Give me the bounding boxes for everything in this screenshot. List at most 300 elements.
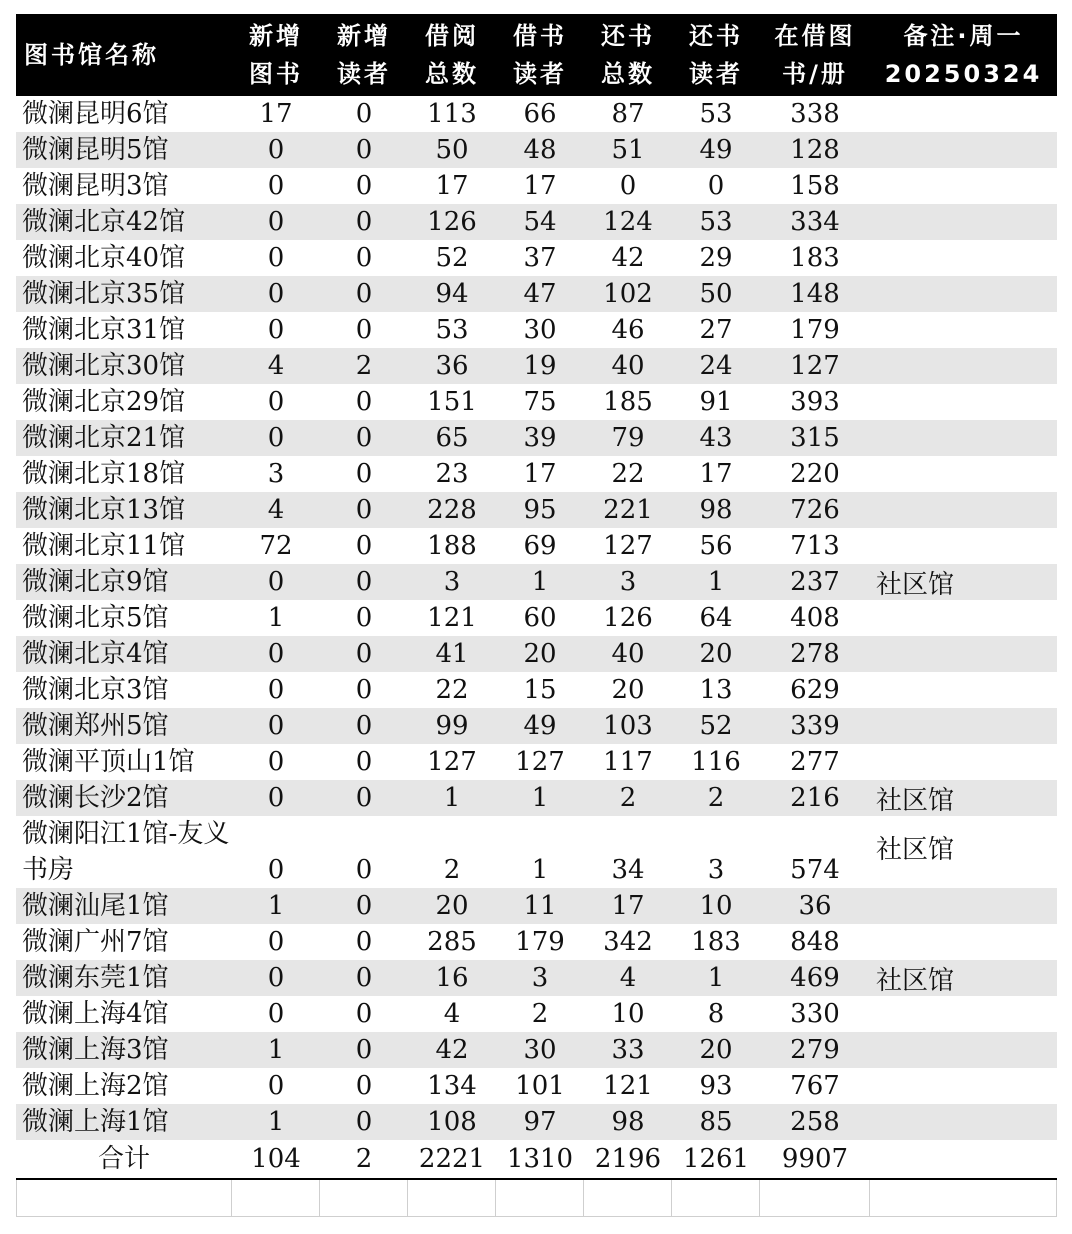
library-name-cell: 微澜上海1馆 [22, 1107, 169, 1137]
value-cell: 79 [611, 423, 645, 453]
table-row [16, 312, 1057, 348]
value-cell: 2 [619, 783, 637, 813]
empty-cell [320, 1180, 408, 1216]
value-cell: 2 [355, 351, 373, 381]
value-cell: 342 [603, 927, 653, 957]
value-cell: 0 [355, 1035, 373, 1065]
value-cell: 3 [443, 567, 461, 597]
library-name-cell: 微澜昆明3馆 [22, 171, 169, 201]
value-cell: 24 [699, 351, 733, 381]
value-cell: 113 [427, 99, 477, 129]
value-cell: 20 [699, 639, 733, 669]
value-cell: 42 [435, 1035, 469, 1065]
value-cell: 3 [619, 567, 637, 597]
header-label: 还书 [689, 22, 743, 50]
table-row [16, 456, 1057, 492]
empty-cell [496, 1180, 584, 1216]
value-cell: 151 [427, 387, 477, 417]
value-cell: 0 [267, 207, 285, 237]
total-cell: 2221 [418, 1144, 486, 1174]
table-row [16, 888, 1057, 924]
empty-cell [760, 1180, 870, 1216]
library-name-cell: 微澜汕尾1馆 [22, 891, 169, 921]
value-cell: 221 [603, 495, 653, 525]
value-cell: 0 [267, 279, 285, 309]
value-cell: 0 [355, 207, 373, 237]
library-name-cell: 微澜阳江1馆-友义书房 [22, 819, 230, 885]
value-cell: 469 [790, 963, 840, 993]
value-cell: 220 [790, 459, 840, 489]
header-label: 借阅 [425, 22, 479, 50]
value-cell: 848 [790, 927, 840, 957]
value-cell: 103 [603, 711, 653, 741]
value-cell: 0 [267, 171, 285, 201]
value-cell: 98 [611, 1107, 645, 1137]
value-cell: 277 [790, 747, 840, 777]
value-cell: 4 [267, 351, 285, 381]
value-cell: 127 [790, 351, 840, 381]
value-cell: 0 [267, 567, 285, 597]
value-cell: 30 [523, 315, 557, 345]
table-row [16, 528, 1057, 564]
header-label: 新增 [249, 22, 303, 50]
value-cell: 0 [355, 459, 373, 489]
total-label: 合计 [97, 1144, 150, 1174]
value-cell: 0 [267, 711, 285, 741]
value-cell: 1 [267, 891, 285, 921]
total-cell: 1261 [682, 1144, 750, 1174]
value-cell: 0 [355, 423, 373, 453]
library-name-cell: 微澜北京21馆 [22, 423, 186, 453]
value-cell: 36 [798, 891, 832, 921]
value-cell: 41 [435, 639, 469, 669]
value-cell: 0 [355, 999, 373, 1029]
header-label: 借书 [513, 22, 567, 50]
value-cell: 1 [531, 783, 549, 813]
value-cell: 17 [523, 171, 557, 201]
value-cell: 4 [443, 999, 461, 1029]
library-name-cell: 微澜北京35馆 [22, 279, 186, 309]
table-row [16, 744, 1057, 780]
value-cell: 0 [267, 999, 285, 1029]
table-row [16, 1068, 1057, 1104]
value-cell: 50 [699, 279, 733, 309]
value-cell: 53 [699, 207, 733, 237]
value-cell: 1 [531, 567, 549, 597]
value-cell: 22 [611, 459, 645, 489]
value-cell: 33 [611, 1035, 645, 1065]
value-cell: 49 [699, 135, 733, 165]
value-cell: 713 [790, 531, 840, 561]
value-cell: 126 [603, 603, 653, 633]
table-row [16, 996, 1057, 1032]
value-cell: 43 [699, 423, 733, 453]
empty-cell [16, 1180, 232, 1216]
value-cell: 10 [699, 891, 733, 921]
note-cell: 社区馆 [876, 785, 955, 816]
total-cell: 2196 [594, 1144, 662, 1174]
library-name-cell: 微澜北京3馆 [22, 675, 169, 705]
value-cell: 50 [435, 135, 469, 165]
value-cell: 36 [435, 351, 469, 381]
value-cell: 2 [443, 855, 461, 885]
library-name-cell: 微澜长沙2馆 [22, 783, 169, 813]
header-label: 在借图 [774, 22, 856, 50]
value-cell: 188 [427, 531, 477, 561]
library-name-cell: 微澜北京30馆 [22, 351, 186, 381]
header-label: 图书馆名称 [24, 41, 159, 69]
value-cell: 1 [267, 1107, 285, 1137]
value-cell: 16 [435, 963, 469, 993]
library-name-cell: 微澜北京9馆 [22, 567, 169, 597]
value-cell: 52 [699, 711, 733, 741]
value-cell: 0 [267, 675, 285, 705]
library-name-cell: 微澜上海3馆 [22, 1035, 169, 1065]
value-cell: 2 [707, 783, 725, 813]
value-cell: 108 [427, 1107, 477, 1137]
library-name-cell: 微澜广州7馆 [22, 927, 169, 957]
value-cell: 101 [515, 1071, 565, 1101]
value-cell: 0 [267, 135, 285, 165]
value-cell: 127 [427, 747, 477, 777]
table-header [16, 14, 1057, 96]
value-cell: 258 [790, 1107, 840, 1137]
library-name-cell: 微澜东莞1馆 [22, 963, 169, 993]
value-cell: 66 [523, 99, 557, 129]
value-cell: 0 [355, 531, 373, 561]
value-cell: 8 [707, 999, 725, 1029]
value-cell: 48 [523, 135, 557, 165]
value-cell: 183 [790, 243, 840, 273]
value-cell: 37 [523, 243, 557, 273]
total-cell: 2 [355, 1144, 373, 1174]
value-cell: 124 [603, 207, 653, 237]
value-cell: 0 [355, 171, 373, 201]
value-cell: 20 [435, 891, 469, 921]
total-cell: 104 [251, 1144, 301, 1174]
note-cell: 社区馆 [876, 965, 955, 996]
value-cell: 49 [523, 711, 557, 741]
value-cell: 1 [707, 963, 725, 993]
value-cell: 20 [611, 675, 645, 705]
value-cell: 408 [790, 603, 840, 633]
table-row [16, 168, 1057, 204]
value-cell: 56 [699, 531, 733, 561]
value-cell: 69 [523, 531, 557, 561]
header-label: 还书 [601, 22, 655, 50]
value-cell: 0 [355, 1107, 373, 1137]
total-cell: 1310 [506, 1144, 574, 1174]
library-name-cell: 微澜北京5馆 [22, 603, 169, 633]
value-cell: 87 [611, 99, 645, 129]
value-cell: 19 [523, 351, 557, 381]
table-row [16, 96, 1057, 132]
value-cell: 4 [619, 963, 637, 993]
header-label: 总数 [425, 60, 479, 88]
value-cell: 1 [707, 567, 725, 597]
value-cell: 0 [355, 495, 373, 525]
header-label: 读者 [689, 60, 743, 88]
value-cell: 574 [790, 855, 840, 885]
value-cell: 54 [523, 207, 557, 237]
header-label: 读者 [337, 60, 391, 88]
value-cell: 0 [267, 927, 285, 957]
value-cell: 0 [267, 387, 285, 417]
value-cell: 0 [267, 243, 285, 273]
value-cell: 29 [699, 243, 733, 273]
value-cell: 334 [790, 207, 840, 237]
value-cell: 0 [267, 855, 285, 885]
header-new-readers [320, 14, 408, 96]
value-cell: 148 [790, 279, 840, 309]
value-cell: 228 [427, 495, 477, 525]
value-cell: 185 [603, 387, 653, 417]
value-cell: 0 [267, 423, 285, 453]
value-cell: 0 [355, 783, 373, 813]
value-cell: 53 [699, 99, 733, 129]
value-cell: 0 [355, 135, 373, 165]
library-name-cell: 微澜北京4馆 [22, 639, 169, 669]
value-cell: 40 [611, 639, 645, 669]
table-row [16, 348, 1057, 384]
value-cell: 0 [619, 171, 637, 201]
value-cell: 34 [611, 855, 645, 885]
value-cell: 278 [790, 639, 840, 669]
value-cell: 0 [355, 927, 373, 957]
value-cell: 134 [427, 1071, 477, 1101]
value-cell: 0 [267, 315, 285, 345]
value-cell: 40 [611, 351, 645, 381]
library-name-cell: 微澜北京42馆 [22, 207, 186, 237]
value-cell: 0 [355, 747, 373, 777]
table-row [16, 240, 1057, 276]
value-cell: 127 [515, 747, 565, 777]
value-cell: 20 [699, 1035, 733, 1065]
value-cell: 85 [699, 1107, 733, 1137]
header-label: 图书 [249, 60, 303, 88]
value-cell: 179 [515, 927, 565, 957]
library-stats-table [16, 14, 1057, 1217]
table-body [16, 96, 1057, 1140]
header-on-loan [760, 14, 870, 96]
value-cell: 15 [523, 675, 557, 705]
value-cell: 726 [790, 495, 840, 525]
value-cell: 13 [699, 675, 733, 705]
value-cell: 0 [355, 387, 373, 417]
value-cell: 116 [691, 747, 741, 777]
value-cell: 0 [267, 1071, 285, 1101]
value-cell: 3 [707, 855, 725, 885]
value-cell: 0 [707, 171, 725, 201]
value-cell: 126 [427, 207, 477, 237]
value-cell: 0 [267, 747, 285, 777]
value-cell: 17 [699, 459, 733, 489]
library-name-cell: 微澜北京40馆 [22, 243, 186, 273]
value-cell: 629 [790, 675, 840, 705]
table-row [16, 420, 1057, 456]
header-borrow-readers [496, 14, 584, 96]
header-return-total [584, 14, 672, 96]
empty-cell [584, 1180, 672, 1216]
value-cell: 64 [699, 603, 733, 633]
value-cell: 0 [355, 315, 373, 345]
value-cell: 2 [531, 999, 549, 1029]
value-cell: 17 [259, 99, 293, 129]
value-cell: 91 [699, 387, 733, 417]
value-cell: 3 [267, 459, 285, 489]
table-row [16, 816, 1057, 888]
empty-cell [672, 1180, 760, 1216]
value-cell: 179 [790, 315, 840, 345]
value-cell: 128 [790, 135, 840, 165]
header-return-readers [672, 14, 760, 96]
empty-cell [408, 1180, 496, 1216]
value-cell: 17 [523, 459, 557, 489]
library-name-cell: 微澜上海4馆 [22, 999, 169, 1029]
table-row [16, 708, 1057, 744]
value-cell: 1 [531, 855, 549, 885]
value-cell: 17 [611, 891, 645, 921]
table-row [16, 564, 1057, 600]
value-cell: 99 [435, 711, 469, 741]
value-cell: 97 [523, 1107, 557, 1137]
library-name-cell: 微澜上海2馆 [22, 1071, 169, 1101]
header-label: 总数 [601, 60, 655, 88]
total-cell: 9907 [781, 1144, 849, 1174]
value-cell: 11 [523, 891, 557, 921]
value-cell: 22 [435, 675, 469, 705]
value-cell: 98 [699, 495, 733, 525]
value-cell: 216 [790, 783, 840, 813]
table-row [16, 1032, 1057, 1068]
value-cell: 27 [699, 315, 733, 345]
value-cell: 20 [523, 639, 557, 669]
table-row [16, 636, 1057, 672]
library-name-cell: 微澜北京18馆 [22, 459, 186, 489]
table-row [16, 780, 1057, 816]
value-cell: 72 [259, 531, 293, 561]
value-cell: 0 [355, 963, 373, 993]
value-cell: 52 [435, 243, 469, 273]
value-cell: 51 [611, 135, 645, 165]
value-cell: 93 [699, 1071, 733, 1101]
library-name-cell: 微澜北京31馆 [22, 315, 186, 345]
value-cell: 0 [355, 711, 373, 741]
table-row [16, 492, 1057, 528]
table-row [16, 600, 1057, 636]
value-cell: 0 [355, 99, 373, 129]
value-cell: 339 [790, 711, 840, 741]
value-cell: 3 [531, 963, 549, 993]
value-cell: 121 [603, 1071, 653, 1101]
table-row [16, 1104, 1057, 1140]
library-name-cell: 微澜北京13馆 [22, 495, 186, 525]
table-row [16, 384, 1057, 420]
value-cell: 102 [603, 279, 653, 309]
value-cell: 0 [355, 675, 373, 705]
value-cell: 315 [790, 423, 840, 453]
value-cell: 0 [355, 639, 373, 669]
library-name-cell: 微澜昆明5馆 [22, 135, 169, 165]
value-cell: 279 [790, 1035, 840, 1065]
value-cell: 0 [267, 783, 285, 813]
library-name-cell: 微澜北京29馆 [22, 387, 186, 417]
value-cell: 0 [355, 243, 373, 273]
value-cell: 94 [435, 279, 469, 309]
table-row [16, 924, 1057, 960]
value-cell: 65 [435, 423, 469, 453]
value-cell: 330 [790, 999, 840, 1029]
header-note [870, 14, 1057, 96]
value-cell: 1 [267, 603, 285, 633]
value-cell: 23 [435, 459, 469, 489]
table-row [16, 132, 1057, 168]
value-cell: 767 [790, 1071, 840, 1101]
value-cell: 285 [427, 927, 477, 957]
value-cell: 338 [790, 99, 840, 129]
header-label: 新增 [337, 22, 391, 50]
header-label: 20250324 [884, 60, 1043, 88]
note-cell: 社区馆 [876, 835, 955, 865]
value-cell: 393 [790, 387, 840, 417]
value-cell: 0 [355, 567, 373, 597]
value-cell: 46 [611, 315, 645, 345]
table-row [16, 960, 1057, 996]
library-name-cell: 微澜平顶山1馆 [22, 747, 195, 777]
value-cell: 127 [603, 531, 653, 561]
value-cell: 117 [603, 747, 653, 777]
value-cell: 121 [427, 603, 477, 633]
header-label: 书/册 [782, 60, 848, 88]
value-cell: 60 [523, 603, 557, 633]
total-row [16, 1140, 1057, 1180]
value-cell: 183 [691, 927, 741, 957]
header-borrow-total [408, 14, 496, 96]
value-cell: 0 [355, 891, 373, 921]
value-cell: 0 [267, 639, 285, 669]
value-cell: 47 [523, 279, 557, 309]
note-cell: 社区馆 [876, 569, 955, 600]
value-cell: 0 [267, 963, 285, 993]
library-name-cell: 微澜北京11馆 [22, 531, 186, 561]
empty-cell [232, 1180, 320, 1216]
value-cell: 75 [523, 387, 557, 417]
table-row [16, 672, 1057, 708]
value-cell: 4 [267, 495, 285, 525]
header-label: 备注·周一 [903, 22, 1024, 50]
value-cell: 237 [790, 567, 840, 597]
value-cell: 0 [355, 603, 373, 633]
empty-row [16, 1180, 1057, 1217]
value-cell: 17 [435, 171, 469, 201]
value-cell: 1 [443, 783, 461, 813]
value-cell: 10 [611, 999, 645, 1029]
value-cell: 1 [267, 1035, 285, 1065]
table-row [16, 204, 1057, 240]
header-label: 读者 [513, 60, 567, 88]
library-name-cell: 微澜郑州5馆 [22, 711, 169, 741]
value-cell: 158 [790, 171, 840, 201]
value-cell: 95 [523, 495, 557, 525]
value-cell: 0 [355, 855, 373, 885]
value-cell: 53 [435, 315, 469, 345]
value-cell: 39 [523, 423, 557, 453]
empty-cell [870, 1180, 1057, 1216]
value-cell: 30 [523, 1035, 557, 1065]
library-name-cell: 微澜昆明6馆 [22, 99, 169, 129]
header-library-name [16, 14, 232, 96]
table-row [16, 276, 1057, 312]
